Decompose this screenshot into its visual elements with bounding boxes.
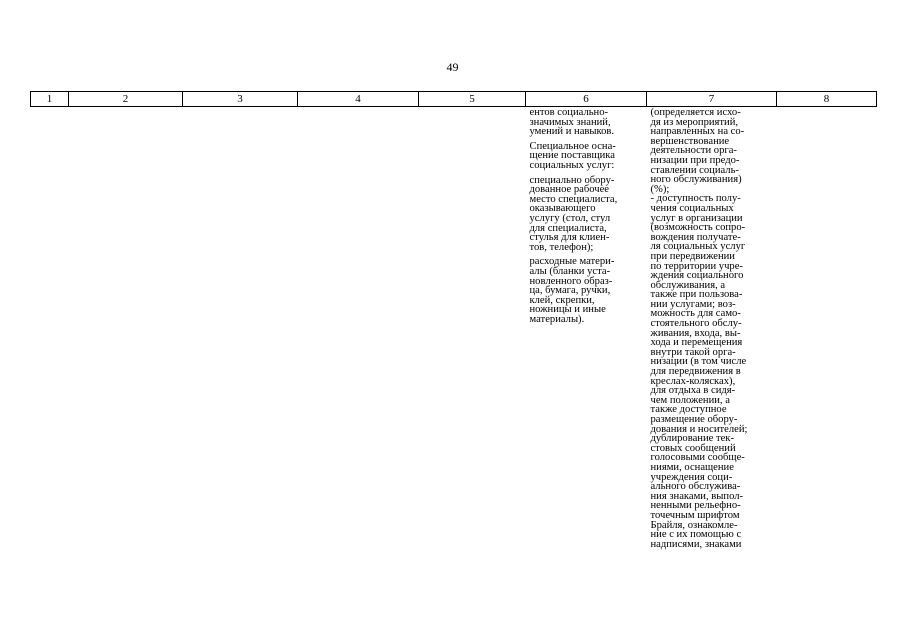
text-line: также при пользова- xyxy=(650,289,743,301)
cell-col-6-equipment xyxy=(526,107,647,550)
text-line: вершенствование xyxy=(650,135,730,147)
column-header-4: 4 xyxy=(298,92,419,107)
text-line: при передвижении xyxy=(650,250,735,262)
column-header-3: 3 xyxy=(183,92,298,107)
text-line: низации при предо- xyxy=(650,154,740,166)
text-line: социальных услуг: xyxy=(529,159,615,171)
text-line: размещение обору- xyxy=(650,414,738,425)
services-table xyxy=(30,91,877,549)
column-header-7: 7 xyxy=(647,92,777,107)
text-line: умений и навыков. xyxy=(529,126,615,138)
text-line: дя из мероприятий, xyxy=(650,116,739,128)
text-line: ненными рельефно- xyxy=(650,500,741,512)
text-line: для отдыха в сидя- xyxy=(650,385,736,397)
text-line: по территории учре- xyxy=(650,260,743,272)
text-line: креслах-колясках), xyxy=(650,375,736,387)
text-line: услуг в организации xyxy=(650,212,743,224)
text-line: тов, телефон); xyxy=(529,241,594,253)
text-line: хода и перемещения xyxy=(650,337,743,349)
text-line: щение поставщика xyxy=(529,150,615,162)
text-line: клей, скрепки, xyxy=(529,294,595,306)
text-line: для передвижения в xyxy=(650,366,741,378)
text-paragraph xyxy=(530,257,645,324)
text-line: дублирование тек- xyxy=(650,433,734,445)
text-line: можность для само- xyxy=(650,308,741,320)
text-line: место специалиста, xyxy=(529,193,618,205)
cell-col-5 xyxy=(419,107,526,550)
column-header-5: 5 xyxy=(419,92,526,107)
text-line: голосовыми сообще- xyxy=(650,452,745,464)
text-line: надписями, знаками xyxy=(650,538,742,550)
column-number-row xyxy=(31,92,877,107)
text-line: материалы). xyxy=(529,313,585,325)
column-header-8: 8 xyxy=(777,92,877,107)
text-line: низации (в том числе xyxy=(650,356,747,368)
page-number: 49 xyxy=(446,60,459,74)
text-line: ставлении социаль- xyxy=(650,164,739,176)
column-header-2: 2 xyxy=(69,92,183,107)
text-line: значимых знаний, xyxy=(529,116,611,128)
text-line: ля социальных услуг xyxy=(650,241,746,253)
text-line: чем положении, а xyxy=(650,394,730,406)
cell-col-3 xyxy=(183,107,298,550)
text-line: ножницы и иные xyxy=(529,304,606,316)
text-line: чения социальных xyxy=(650,202,734,214)
text-line: услугу (стол, стул xyxy=(529,212,611,224)
text-line: (возможность сопро- xyxy=(650,222,746,234)
text-line: ного обслуживания) xyxy=(650,174,742,186)
text-line: для специалиста, xyxy=(529,222,607,234)
text-line: специально обору- xyxy=(529,174,615,186)
text-line: (определяется исхо- xyxy=(650,107,741,118)
text-line: направленных на со- xyxy=(650,126,745,138)
text-line: вождения получате- xyxy=(650,231,741,243)
text-line: стулья для клиен- xyxy=(529,232,610,244)
cell-col-7-quality-indicators xyxy=(647,107,777,550)
column-header-6: 6 xyxy=(526,92,647,107)
text-line: деятельности орга- xyxy=(650,145,737,157)
cell-col-2 xyxy=(69,107,183,550)
text-line: внутри такой орга- xyxy=(650,346,736,358)
cell-col-8 xyxy=(777,107,877,550)
text-paragraph xyxy=(530,176,645,253)
text-line: ние с их помощью с xyxy=(650,529,742,541)
text-line: (%); xyxy=(650,183,670,195)
cell-col-4 xyxy=(298,107,419,550)
text-line: обслуживания, а xyxy=(650,279,726,291)
text-line: ния знаками, выпол- xyxy=(650,490,744,502)
text-paragraph xyxy=(530,142,645,171)
text-line: нии услугами; воз- xyxy=(650,298,736,310)
text-line: ниями, оснащение xyxy=(650,461,734,473)
text-line: Брайля, ознакомле- xyxy=(650,519,738,531)
text-line: ждения социального xyxy=(650,270,744,282)
text-line: ального обслужива- xyxy=(650,481,741,493)
text-line: алы (бланки уста- xyxy=(529,265,611,277)
text-line: Специальное осна- xyxy=(529,140,616,152)
column-header-1: 1 xyxy=(31,92,69,107)
text-line: ентов социально- xyxy=(529,107,609,118)
text-line: точечным шрифтом xyxy=(650,509,740,521)
text-line: оказывающего xyxy=(529,203,596,215)
text-line: учреждения соци- xyxy=(650,471,733,483)
text-paragraph xyxy=(530,108,645,137)
cell-col-1 xyxy=(31,107,69,550)
table-row xyxy=(31,107,877,550)
text-line: ца, бумага, ручки, xyxy=(529,285,611,297)
text-line: дования и носителей; xyxy=(650,423,748,435)
text-line: новленного образ- xyxy=(529,275,613,287)
text-line: расходные матери- xyxy=(529,256,615,268)
text-line: - доступность полу- xyxy=(650,193,741,205)
text-line: дованное рабочее xyxy=(529,184,610,196)
text-line: живания, входа, вы- xyxy=(650,327,741,339)
text-line: стовых сообщений xyxy=(650,442,736,454)
text-line: стоятельного обслу- xyxy=(650,318,742,330)
text-line: также доступное xyxy=(650,404,727,416)
